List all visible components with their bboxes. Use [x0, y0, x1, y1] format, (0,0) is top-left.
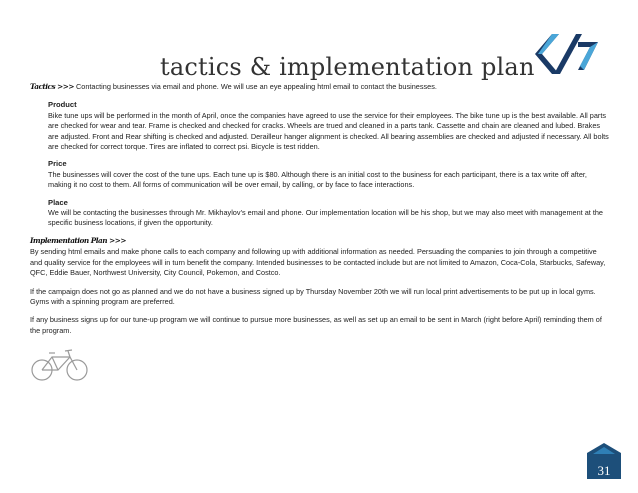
implementation-section [30, 236, 610, 336]
tactics-text: Contacting businesses via email and phone. We will use an eye appealing html email to contact the businesses. [73, 82, 437, 91]
tactics-line [30, 82, 610, 92]
implementation-label: Implementation Plan >>> [30, 235, 126, 245]
bicycle-icon [30, 346, 90, 382]
page-number: 31 [597, 463, 611, 478]
product-heading: Product [48, 100, 77, 110]
place-section [48, 198, 610, 229]
implementation-label-line [30, 236, 610, 246]
price-heading: Price [48, 159, 67, 169]
price-body: The businesses will cover the cost of the tune ups. Each tune up is $80. Although there is an initial cost to the business for each participant, there is a tax write off after, making it no cost to them. All forms of communication will be over email, by calling, or by face to face interactions. [48, 169, 587, 190]
price-section [48, 159, 610, 190]
content-area [30, 82, 610, 344]
tactics-label: Tactics >>> [30, 82, 74, 91]
place-body: We will be contacting the businesses through Mr. Mikhaylov’s email and phone. Our implementation location will be his shop, but we may also meet with management at the specific business locations, if given the opportunity. [48, 208, 603, 228]
page-title: tactics & implementation plan [160, 53, 535, 81]
place-heading: Place [48, 197, 68, 207]
brand-logo-icon [532, 30, 602, 78]
implementation-paragraph: If the campaign does not go as planned and we do not have a business signed up by Thursday November 20th we will run local print advertisements to be put up in local gyms. Gyms with a spinning program are preferred. [30, 286, 596, 306]
product-section [48, 100, 610, 152]
implementation-paragraph: By sending html emails and make phone calls to each company and following up with additional information as needed. Persuading the companies to join through a competitive and quality service for the employees will in turn benefit the company. Intended businesses to be contacted include but are not limited to Amazon, Coca-Cola, Starbucks, Safeway, QFC, Eddie Bauer, Northwest University, City Council, Pokemon, and Costco. [30, 247, 606, 278]
product-body: Bike tune ups will be performed in the month of April, once the companies have agreed to use the service for their employees. The bike tune up is the best available. All parts are checked for wear and tear. Frame is checked and checked for cracks. Wheels are trued and cleaned in a parts tank. Cassette and chain are cleaned and lubed. Brakes are adjusted. Front and Rear shifting is checked and adjusted. Derailleur hanger alignment is checked. All bearing assemblies are checked and adjusted if necessary. All bolts are checked for correct torque. Tires are inflated to correct psi. Bicycle is test ridden. [48, 110, 609, 152]
implementation-paragraph: If any business signs up for our tune-up program we will continue to pursue more businesses, as well as set up an email to be sent in March (right before April) reminding them of the program. [30, 315, 602, 335]
